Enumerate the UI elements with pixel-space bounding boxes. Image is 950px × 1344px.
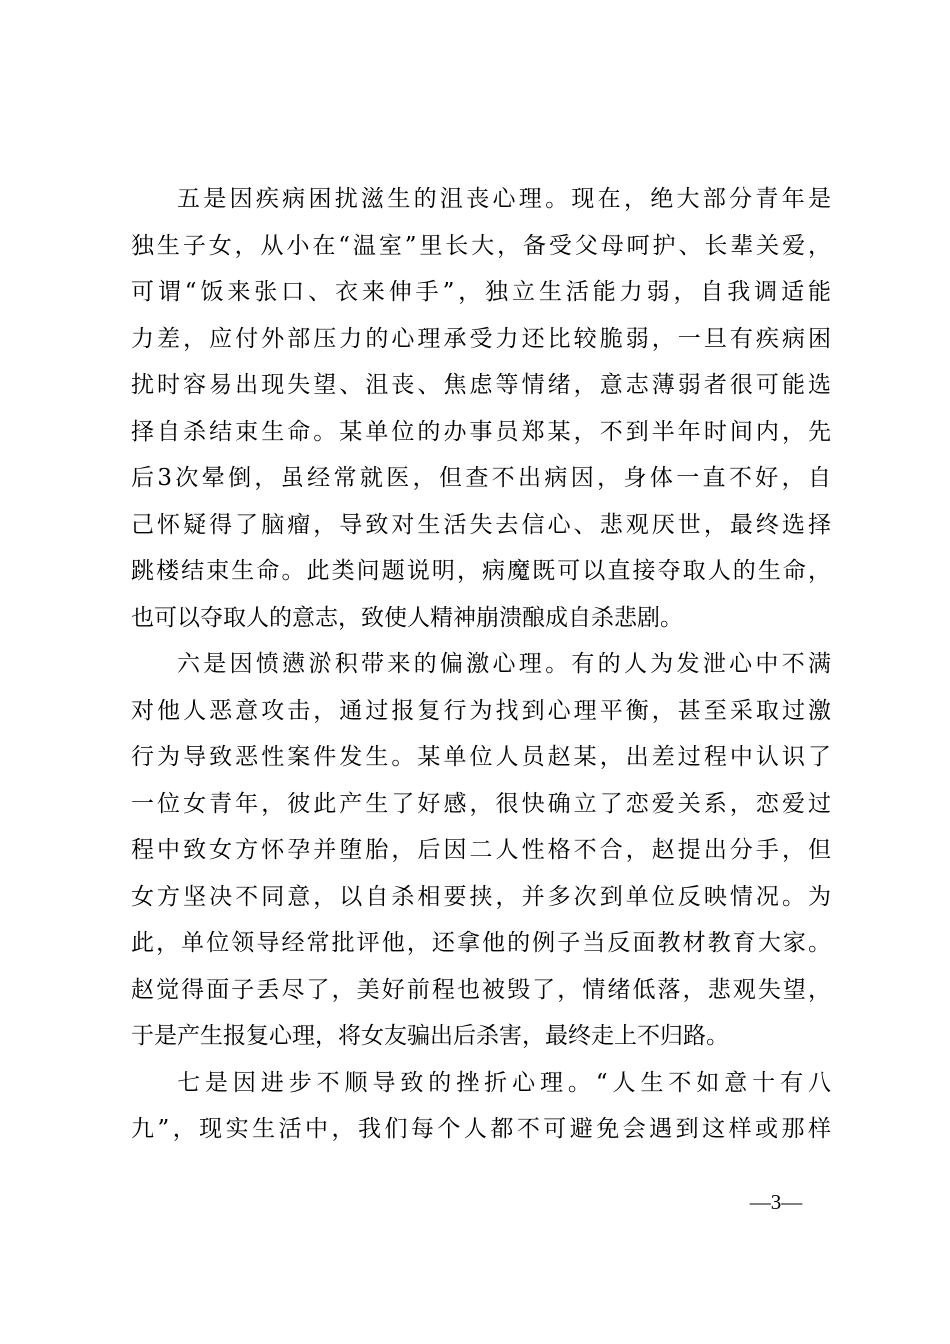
paragraph-5-line-4: 力差，应付外部压力的心理承受力还比较脆弱，一旦有疾病困 bbox=[131, 325, 831, 352]
paragraph-5-line-10: 也可以夺取人的意志，致使人精神崩溃酿成自杀悲剧。 bbox=[131, 604, 683, 631]
paragraph-5-line-8: 己怀疑得了脑瘤，导致对生活失去信心、悲观厌世，最终选择 bbox=[131, 511, 831, 538]
paragraph-6-line-8: 赵觉得面子丢尽了，美好前程也被毁了，情绪低落，悲观失望， bbox=[131, 976, 831, 1003]
paragraph-6-line-4: 一位女青年，彼此产生了好感，很快确立了恋爱关系，恋爱过 bbox=[131, 790, 831, 817]
paragraph-6-line-2: 对他人恶意攻击，通过报复行为找到心理平衡，甚至采取过激 bbox=[131, 697, 831, 724]
paragraph-5-line-1: 五是因疾病困扰滋生的沮丧心理。现在，绝大部分青年是 bbox=[177, 186, 831, 212]
paragraph-5-line-6: 择自杀结束生命。某单位的办事员郑某，不到半年时间内，先 bbox=[131, 418, 831, 445]
paragraph-6-line-6: 女方坚决不同意，以自杀相要挟，并多次到单位反映情况。为 bbox=[131, 883, 831, 910]
paragraph-7-line-2: 九”，现实生活中，我们每个人都不可避免会遇到这样或那样 bbox=[131, 1116, 831, 1142]
paragraph-5-line-3: 可谓“饭来张口、衣来伸手”，独立生活能力弱，自我调适能 bbox=[131, 279, 831, 305]
paragraph-5-line-9: 跳楼结束生命。此类问题说明，病魔既可以直接夺取人的生命， bbox=[131, 558, 831, 584]
paragraph-6-line-3: 行为导致恶性案件发生。某单位人员赵某，出差过程中认识了 bbox=[131, 744, 831, 770]
paragraph-5-line-5: 扰时容易出现失望、沮丧、焦虑等情绪，意志薄弱者很可能选 bbox=[131, 372, 831, 398]
page-number: —3— bbox=[749, 1190, 803, 1214]
paragraph-6-line-7: 此，单位领导经常批评他，还拿他的例子当反面教材教育大家。 bbox=[131, 930, 831, 956]
paragraph-6-line-9: 于是产生报复心理，将女友骗出后杀害，最终走上不归路。 bbox=[131, 1023, 729, 1049]
paragraph-7-line-1: 七是因进步不顺导致的挫折心理。“人生不如意十有八 bbox=[177, 1069, 831, 1096]
paragraph-5-line-7: 后3次晕倒，虽经常就医，但查不出病因，身体一直不好，自 bbox=[131, 465, 831, 491]
paragraph-5-line-2: 独生子女，从小在“温室”里长大，备受父母呵护、长辈关爱， bbox=[131, 232, 831, 259]
body-text bbox=[131, 176, 831, 1153]
paragraph-6-line-5: 程中致女方怀孕并堕胎，后因二人性格不合，赵提出分手，但 bbox=[131, 837, 831, 863]
paragraph-6-line-1: 六是因愤懑淤积带来的偏激心理。有的人为发泄心中不满 bbox=[177, 651, 831, 677]
